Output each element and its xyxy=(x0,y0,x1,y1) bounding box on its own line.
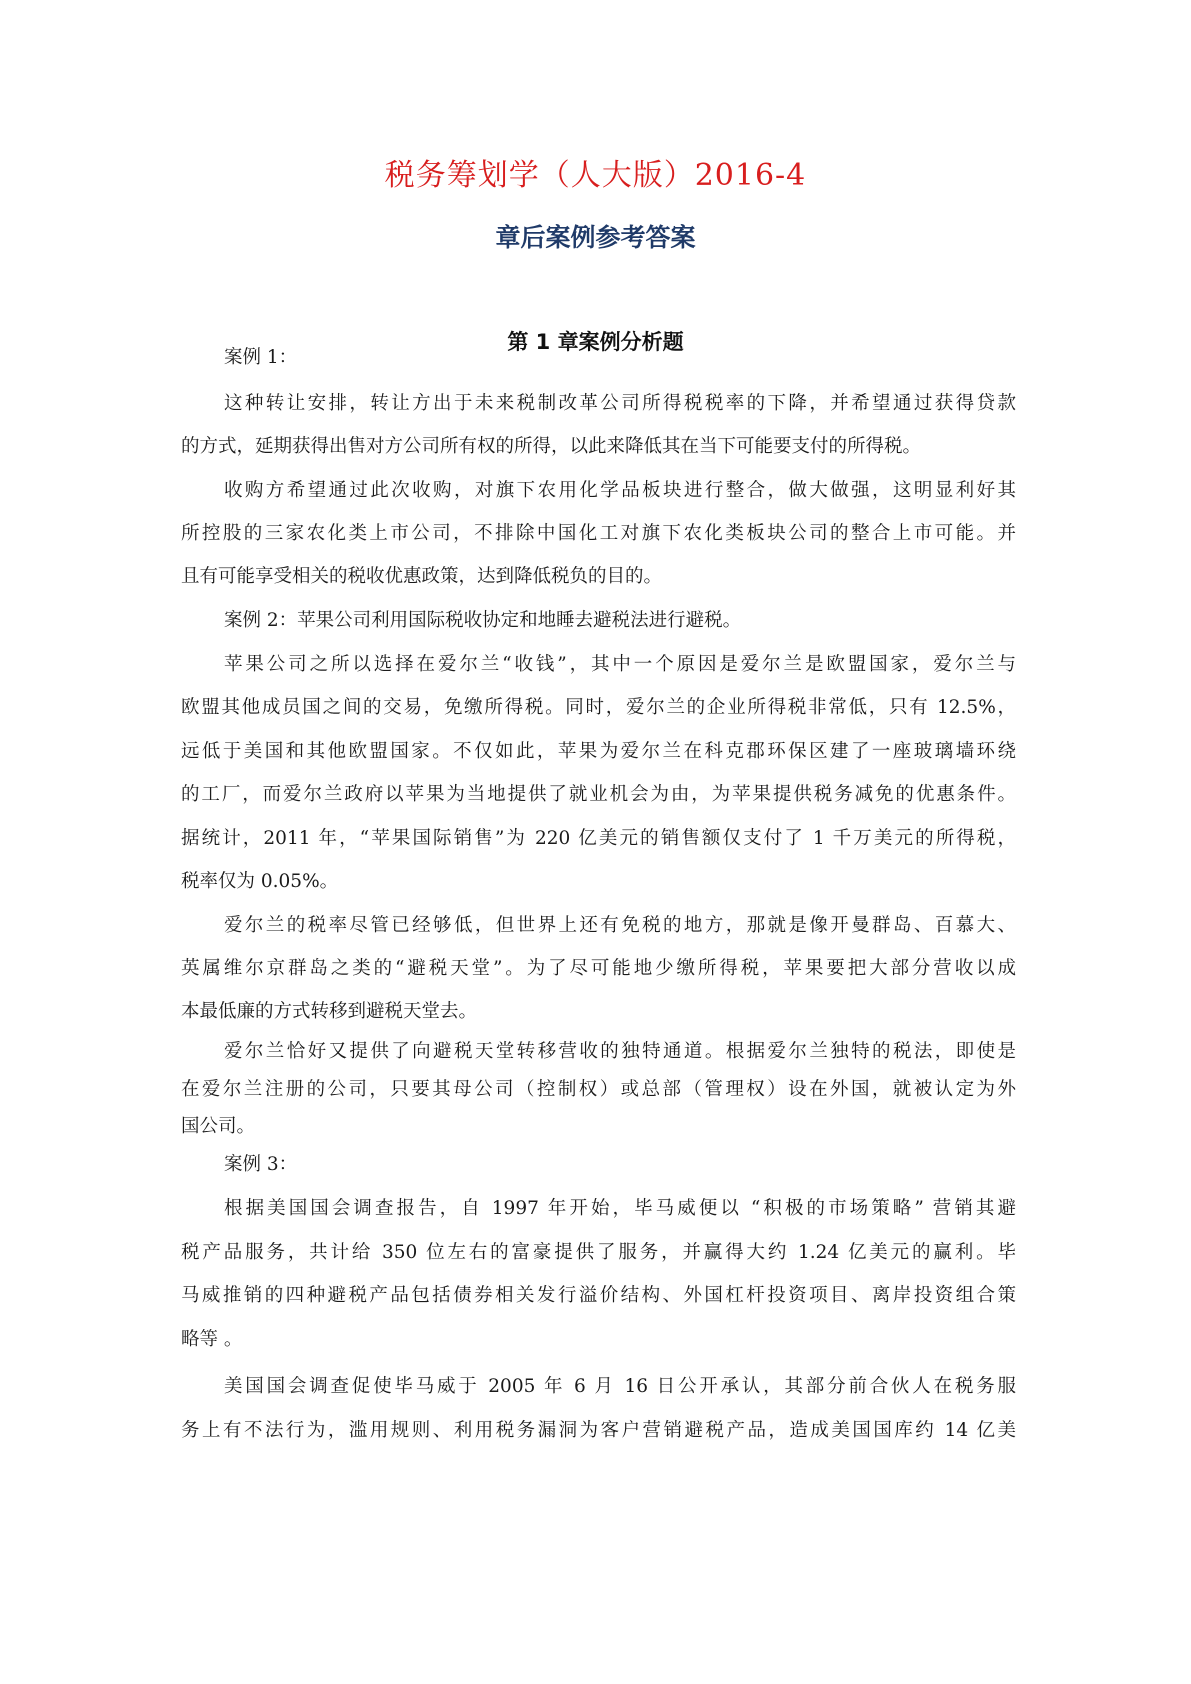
paragraph-line: 的方式，延期获得出售对方公司所有权的所得，以此来降低其在当下可能要支付的所得税。 xyxy=(181,436,922,457)
paragraph-line: 欧盟其他成员国之间的交易，免缴所得税。同时，爱尔兰的企业所得税非常低，只有 12.5%， xyxy=(181,697,1016,718)
paragraph-line: 据统计，2011 年，“苹果国际销售”为 220 亿美元的销售额仅支付了 1 千万美元的所得税， xyxy=(181,828,1016,849)
paragraph-line: 税产品服务，共计给 350 位左右的富豪提供了服务，并赢得大约 1.24 亿美元的赢利。毕 xyxy=(181,1242,1016,1263)
paragraph-line: 美国国会调查促使毕马威于 2005 年 6 月 16 日公开承认，其部分前合伙人在税务服 xyxy=(224,1376,1016,1397)
paragraph-line: 爱尔兰恰好又提供了向避税天堂转移营收的独特通道。根据爱尔兰独特的税法，即使是 xyxy=(224,1041,1016,1062)
paragraph-line: 英属维尔京群岛之类的“避税天堂”。为了尽可能地少缴所得税，苹果要把大部分营收以成 xyxy=(181,958,1016,979)
case-label: 案例 3： xyxy=(224,1154,298,1175)
paragraph-line: 税率仅为 0.05%。 xyxy=(181,871,339,892)
document-title: 税务筹划学（人大版）2016-4 xyxy=(384,158,807,193)
chapter-heading: 第 1 章案例分析题 xyxy=(507,330,684,354)
case-label: 案例 1： xyxy=(224,347,298,368)
paragraph-line: 根据美国国会调查报告，自 1997 年开始，毕马威便以 “积极的市场策略” 营销其避 xyxy=(224,1198,1016,1219)
paragraph-line: 所控股的三家农化类上市公司，不排除中国化工对旗下农化类板块公司的整合上市可能。并 xyxy=(181,523,1016,544)
paragraph-line: 略等 。 xyxy=(181,1329,243,1350)
paragraph-line: 国公司。 xyxy=(181,1116,256,1137)
document-subtitle: 章后案例参考答案 xyxy=(495,223,696,252)
paragraph-line: 爱尔兰的税率尽管已经够低，但世界上还有免税的地方，那就是像开曼群岛、百慕大、 xyxy=(224,915,1016,936)
paragraph-line: 马威推销的四种避税产品包括债券相关发行溢价结构、外国杠杆投资项目、离岸投资组合策 xyxy=(181,1285,1016,1306)
paragraph-line: 苹果公司之所以选择在爱尔兰“收钱”，其中一个原因是爱尔兰是欧盟国家，爱尔兰与 xyxy=(224,654,1016,675)
paragraph-line: 且有可能享受相关的税收优惠政策，达到降低税负的目的。 xyxy=(181,566,663,587)
paragraph-line: 在爱尔兰注册的公司，只要其母公司（控制权）或总部（管理权）设在外国，就被认定为外 xyxy=(181,1079,1016,1100)
paragraph-line: 本最低廉的方式转移到避税天堂去。 xyxy=(181,1001,478,1022)
paragraph-line: 的工厂，而爱尔兰政府以苹果为当地提供了就业机会为由，为苹果提供税务减免的优惠条件。 xyxy=(181,784,1016,805)
paragraph-line: 远低于美国和其他欧盟国家。不仅如此，苹果为爱尔兰在科克郡环保区建了一座玻璃墙环绕 xyxy=(181,741,1016,762)
case-label: 案例 2：苹果公司利用国际税收协定和地睡去避税法进行避税。 xyxy=(224,610,742,631)
paragraph-line: 务上有不法行为，滥用规则、利用税务漏洞为客户营销避税产品，造成美国国库约 14 亿美 xyxy=(181,1420,1016,1441)
paragraph-line: 收购方希望通过此次收购，对旗下农用化学品板块进行整合，做大做强，这明显利好其 xyxy=(224,480,1016,501)
paragraph-line: 这种转让安排，转让方出于未来税制改革公司所得税税率的下降，并希望通过获得贷款 xyxy=(224,393,1016,414)
